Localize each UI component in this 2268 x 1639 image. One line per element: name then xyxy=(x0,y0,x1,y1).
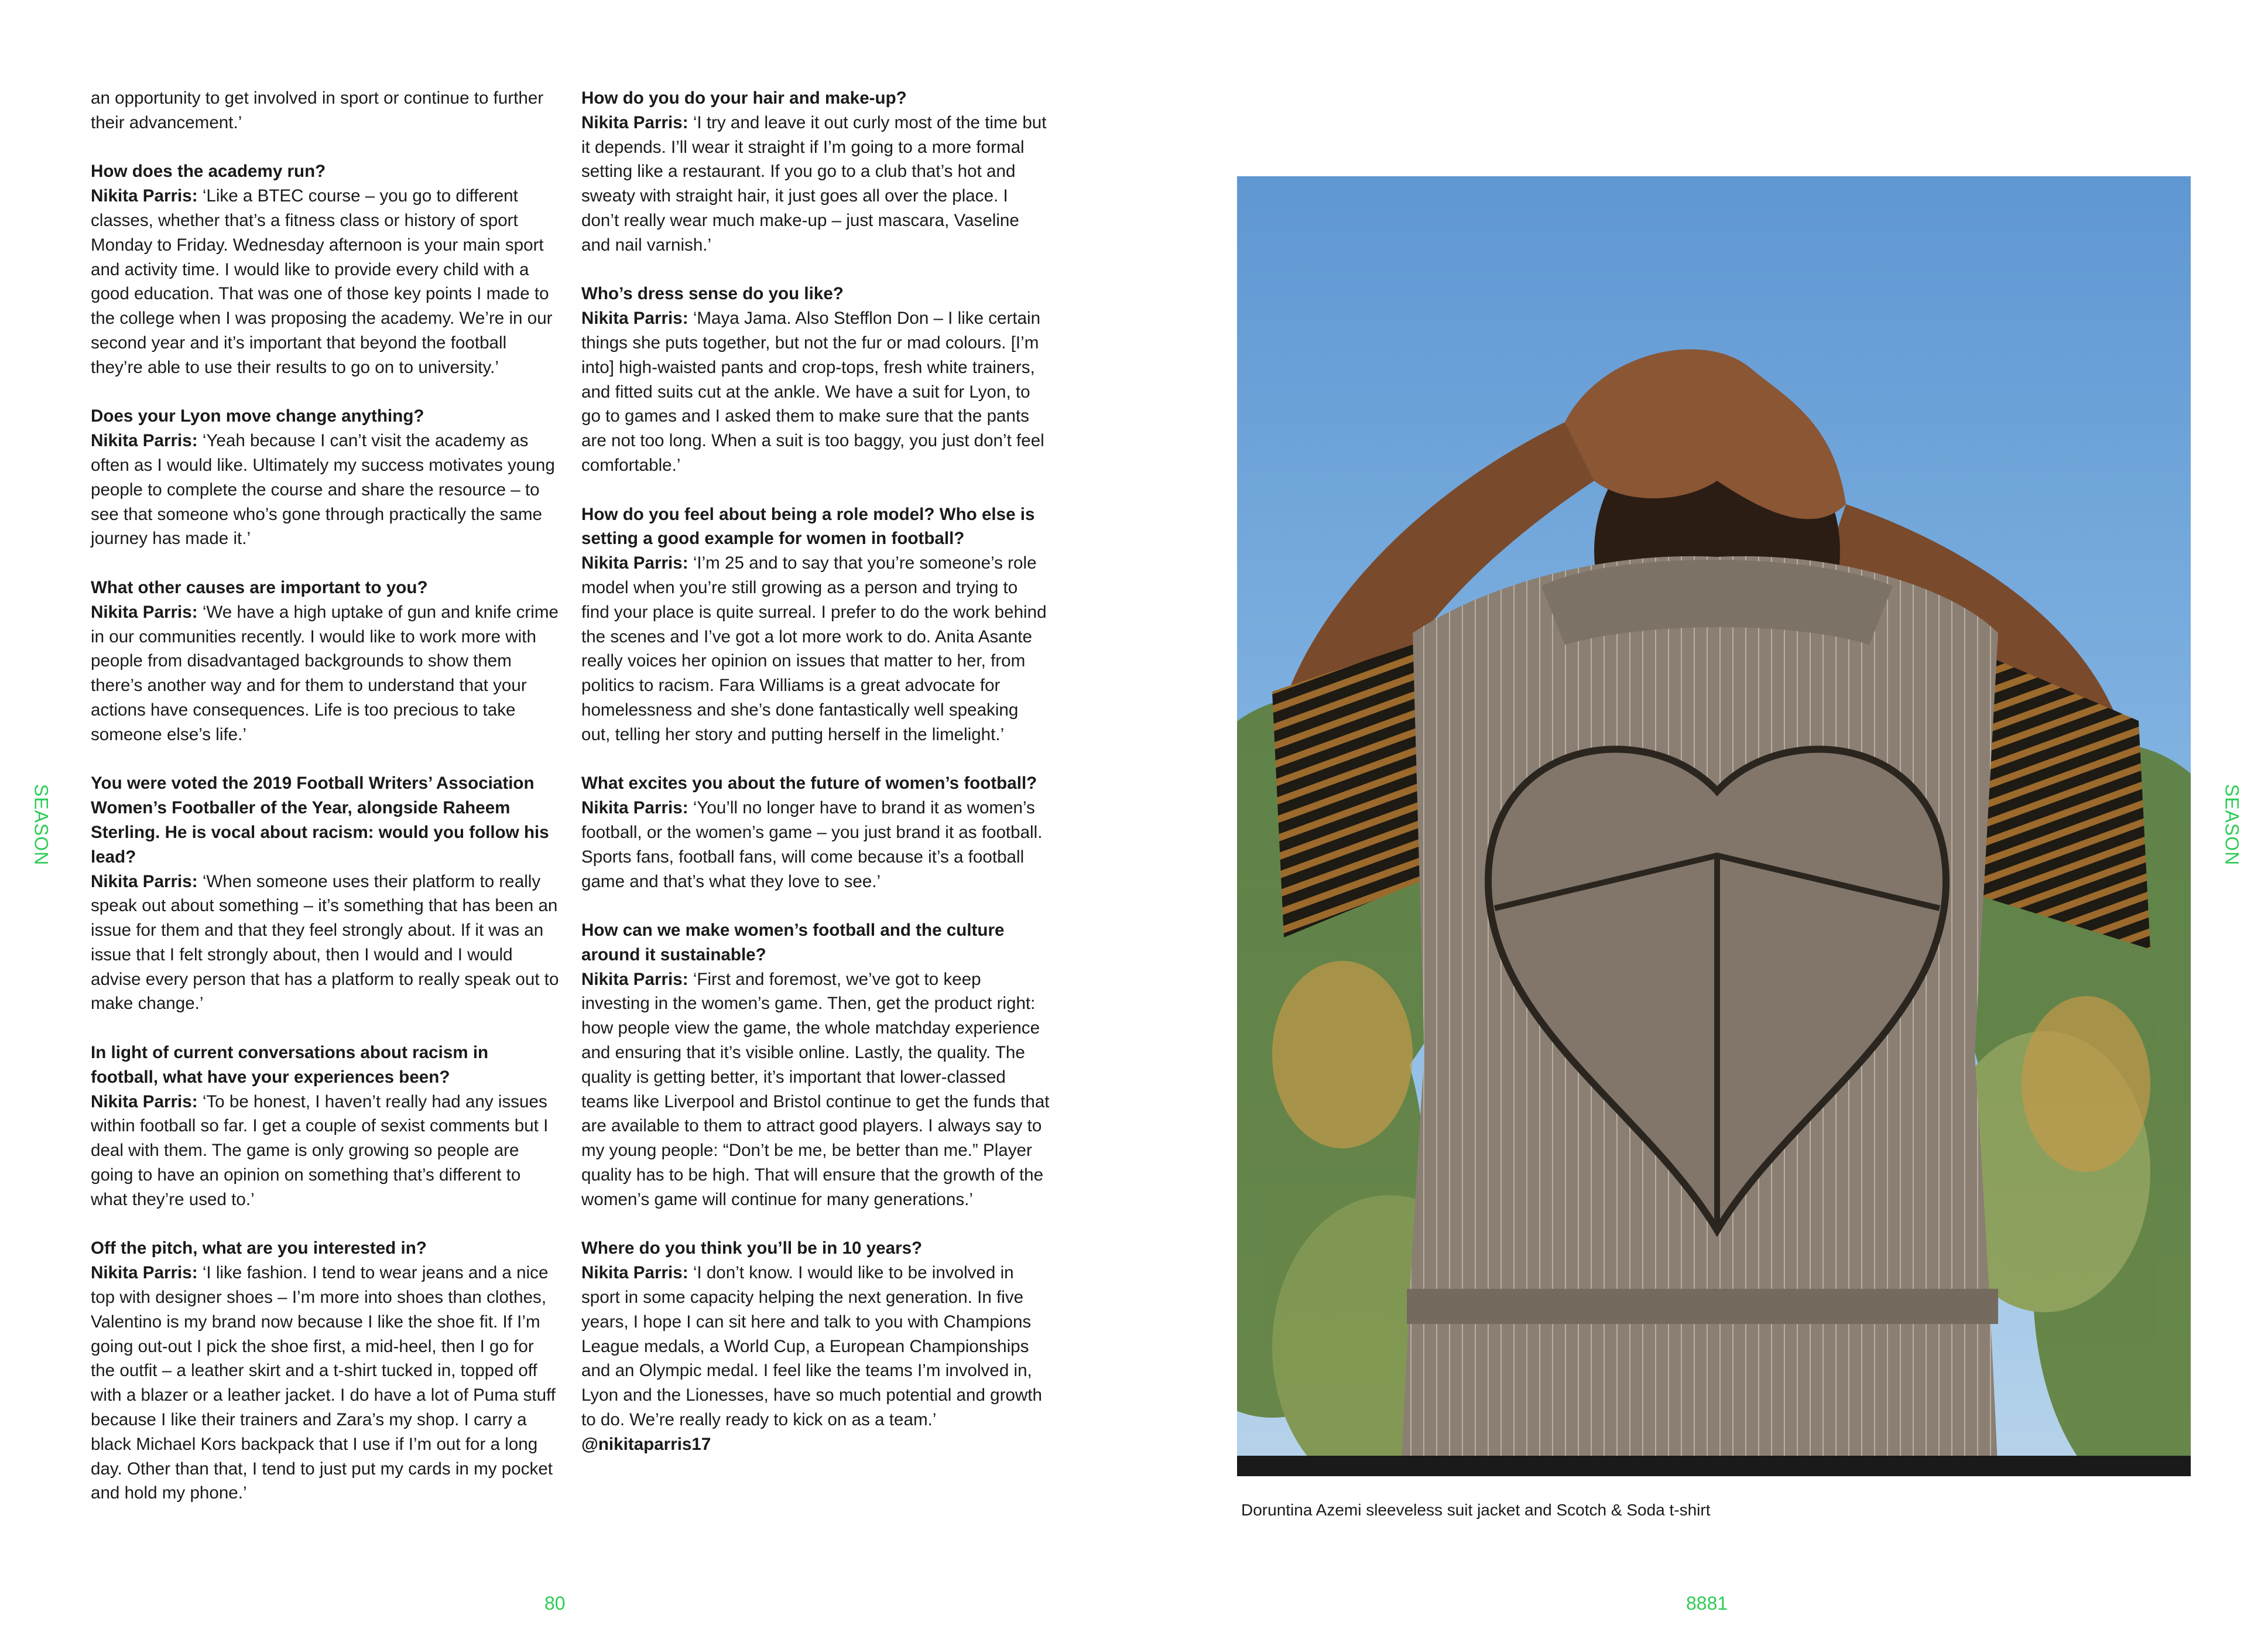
answer-text: ‘I like fashion. I tend to wear jeans and a nice top with designer shoes – I’m more into shoes than clothes, Valentino is my brand now because I like the shoe fit. If I’m going out-out I pick the shoe first, a mid-heel, then I go for the outfit – a leather skirt and a t-shirt tucked in, topped off with a blazer or a leather jacket. I do have a lot of Puma stuff because I like their trainers and Zara’s my shop. I carry a black Michael Kors backpack that I use if I’m out for a long day. Other than that, I tend to just put my cards in my pocket and hold my phone.’ xyxy=(91,1263,556,1503)
qa-block xyxy=(581,1236,1050,1456)
qa-block xyxy=(91,1041,559,1212)
photo-illustration xyxy=(1237,176,2191,1476)
speaker-name: Nikita Parris: xyxy=(91,1091,198,1111)
photo-caption: Doruntina Azemi sleeveless suit jacket and Scotch & Soda t-shirt xyxy=(1241,1501,1711,1519)
question-heading: How can we make women’s football and the culture around it sustainable? xyxy=(581,921,1005,964)
qa-block xyxy=(91,576,559,747)
qa-block xyxy=(581,918,1050,1212)
answer-paragraph xyxy=(91,429,559,551)
answer-text: ‘I try and leave it out curly most of the time but it depends. I’ll wear it straight if I’m going to a more formal setting like a restaurant. If you go to a club that’s hot and sweaty with straight hair, it just goes all over the place. I don’t really wear much make-up – just mascara, Vaseline and nail varnish.’ xyxy=(581,112,1047,255)
speaker-name: Nikita Parris: xyxy=(581,1263,688,1283)
answer-paragraph xyxy=(581,306,1050,478)
answer-text: ‘I’m 25 and to say that you’re someone’s role model when you’re still growing as a person and trying to find your place is quite surreal. I prefer to do the work behind the scenes and I’ve got a lot more work to do. Anita Asante really voices her opinion on issues that matter to her, from politics to racism. Fara Williams is a great advocate for homelessness and she’s done fantastically well speaking out, telling her story and putting herself in the limelight.’ xyxy=(581,553,1047,744)
answer-paragraph xyxy=(581,967,1050,1212)
answer-text: ‘Maya Jama. Also Stefflon Don – I like certain things she puts together, but not the fur or mad colours. [I’m into] high-waisted pants and crop-tops, fresh white trainers, and fitted suits cut at the ankle. We have a suit for Lyon, to go to games and I asked them to make sure that the pants are not too long. When a suit is too baggy, you just don’t feel comfortable.’ xyxy=(581,309,1044,475)
answer-text: ‘First and foremost, we’ve got to keep investing in the women’s game. Then, get the product right: how people view the game, the whole matchday experience and ensuring that it’s visible online. Lastly, the quality. The quality is getting better, it’s important that lower-classed teams like Liverpool and Bristol continue to get the funds that are available to them to attract good players. I always say to my young people: “Don’t be me, be better than me.” Player quality has to be high. That will ensure that the growth of the women’s game will continue for many generations.’ xyxy=(581,969,1050,1209)
right-article-column xyxy=(581,86,1050,1481)
answer-text: ‘You’ll no longer have to brand it as women’s football, or the women’s game – you just brand it as football. Sports fans, football fans, will come because it’s a football game and that’s what they love to see.’ xyxy=(581,798,1043,891)
page-number-left: 80 xyxy=(544,1593,566,1614)
question-heading: How do you feel about being a role model? Who else is setting a good example for women in football? xyxy=(581,504,1035,549)
question-heading: Off the pitch, what are you interested in? xyxy=(91,1238,427,1258)
answer-paragraph xyxy=(581,796,1050,894)
page-number-right: 8881 xyxy=(1686,1593,1728,1614)
editorial-photo xyxy=(1237,176,2191,1476)
question-heading: What excites you about the future of women’s football? xyxy=(581,774,1037,793)
answer-text: ‘When someone uses their platform to really speak out about something – it’s something that has been an issue for them and that they feel strongly about. If it was an issue that I felt strongly about, then I would and I would advise every person that has a platform to really speak out to make change.’ xyxy=(91,871,559,1014)
question-heading: Where do you think you’ll be in 10 years? xyxy=(581,1238,923,1258)
question-heading: How do you do your hair and make-up? xyxy=(581,88,907,108)
question-heading: You were voted the 2019 Football Writers’ Association Women’s Footballer of the Year, alongside Raheem Sterling. He is vocal about racism: would you follow his lead? xyxy=(91,774,549,867)
question-heading: In light of current conversations about racism in football, what have your experiences been? xyxy=(91,1043,489,1087)
speaker-name: Nikita Parris: xyxy=(91,602,198,622)
answer-paragraph xyxy=(581,1261,1050,1456)
question-heading: How does the academy run? xyxy=(91,162,326,182)
question-heading: Who’s dress sense do you like? xyxy=(581,284,844,304)
qa-block xyxy=(91,159,559,379)
speaker-name: Nikita Parris: xyxy=(581,553,688,573)
answer-paragraph xyxy=(91,184,559,379)
speaker-name: Nikita Parris: xyxy=(91,1263,198,1283)
answer-text: an opportunity to get involved in sport or continue to further their advancement.’ xyxy=(91,88,544,132)
question-heading: What other causes are important to you? xyxy=(91,577,428,597)
qa-block xyxy=(91,404,559,551)
speaker-name: Nikita Parris: xyxy=(581,969,688,989)
answer-text: ‘I don’t know. I would like to be involved in sport in some capacity helping the next generation. In five years, I hope I can sit here and talk to you with Champions League medals, a World Cup, a European Championships and an Olympic medal. I feel like the teams I’m involved in, Lyon and the Lionesses, have so much potential and growth to do. We’re really ready to kick on as a team.’ xyxy=(581,1263,1042,1430)
answer-paragraph xyxy=(91,600,559,747)
speaker-name: Nikita Parris: xyxy=(91,871,198,891)
left-article-column xyxy=(91,86,559,1530)
qa-block xyxy=(581,86,1050,258)
answer-paragraph xyxy=(91,1261,559,1505)
answer-paragraph xyxy=(581,551,1050,747)
social-handle: @nikitaparris17 xyxy=(581,1434,711,1454)
speaker-name: Nikita Parris: xyxy=(581,309,688,329)
question-heading: Does your Lyon move change anything? xyxy=(91,406,424,426)
section-label-right: SEASON xyxy=(2221,783,2243,866)
qa-block xyxy=(581,502,1050,747)
qa-block xyxy=(581,282,1050,477)
film-edge xyxy=(1237,1456,2191,1476)
vest-belt xyxy=(1407,1289,1998,1324)
answer-text: ‘To be honest, I haven’t really had any issues within football so far. I get a couple of sexist comments but I deal with them. The game is only growing so people are going to have an opinion on something that’s different to what they’re used to.’ xyxy=(91,1091,549,1209)
qa-block xyxy=(91,771,559,1016)
qa-block xyxy=(581,771,1050,894)
speaker-name: Nikita Parris: xyxy=(581,112,688,132)
answer-paragraph xyxy=(91,870,559,1017)
answer-text: ‘We have a high uptake of gun and knife crime in our communities recently. I would like to work more with people from disadvantaged backgrounds to show them there’s another way and for them to understand that your actions have consequences. Life is too precious to take someone else’s life.’ xyxy=(91,602,559,744)
qa-block xyxy=(91,86,559,135)
answer-paragraph xyxy=(581,111,1050,258)
speaker-name: Nikita Parris: xyxy=(91,186,198,206)
answer-text: ‘Like a BTEC course – you go to different classes, whether that’s a fitness class or history of sport Monday to Friday. Wednesday afternoon is your main sport and activity time. I would like to provide every child with a good education. That was one of those key points I made to the college when I was proposing the academy. We’re in our second year and it’s important that beyond the football they’re able to use their results to go on to university.’ xyxy=(91,186,553,377)
speaker-name: Nikita Parris: xyxy=(581,798,688,818)
answer-text: ‘Yeah because I can’t visit the academy as often as I would like. Ultimately my success motivates young people to complete the course and share the resource – to see that someone who’s gone through practically the same journey has made it.’ xyxy=(91,431,555,549)
section-label-left: SEASON xyxy=(30,783,52,866)
speaker-name: Nikita Parris: xyxy=(91,431,198,451)
answer-paragraph xyxy=(91,1090,559,1212)
qa-block xyxy=(91,1236,559,1505)
